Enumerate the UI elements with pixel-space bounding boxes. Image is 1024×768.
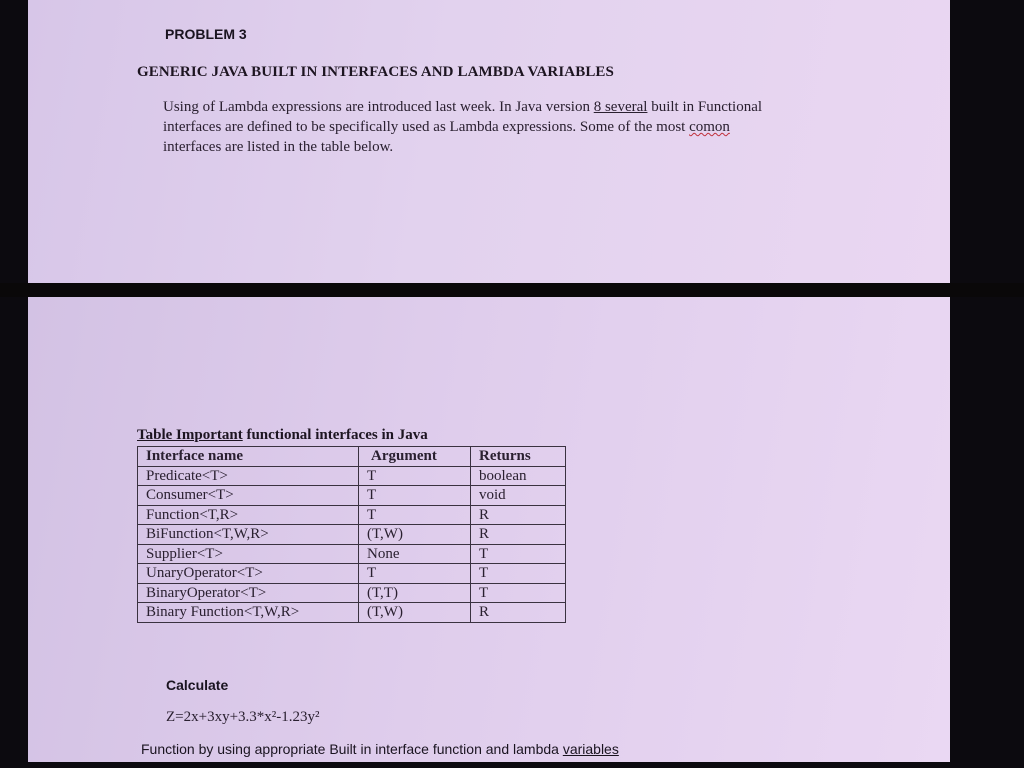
table-row xyxy=(138,544,566,564)
formula-text: Z=2x+3xy+3.3*x²-1.23y² xyxy=(166,709,320,725)
table-row xyxy=(138,505,566,525)
functional-interfaces-table xyxy=(137,446,566,623)
task-instruction: Function by using appropriate Built in interface function and lambda variables xyxy=(141,741,619,757)
interface-name-cell: Supplier<T> xyxy=(138,544,359,564)
interface-name-cell: Function<T,R> xyxy=(138,505,359,525)
header-argument: Argument xyxy=(359,447,471,467)
interface-name-cell: BinaryOperator<T> xyxy=(138,583,359,603)
table-header-row xyxy=(138,447,566,467)
argument-cell: T xyxy=(359,466,471,486)
problem-heading: PROBLEM 3 xyxy=(165,26,247,42)
intro-line-1: Using of Lambda expressions are introduced last week. In Java version 8 several built in Functional xyxy=(163,99,763,115)
argument-cell: T xyxy=(359,486,471,506)
table-row xyxy=(138,525,566,545)
returns-cell: void xyxy=(471,486,566,506)
intro-line-2: interfaces are defined to be specifically used as Lambda expressions. Some of the most comon xyxy=(163,119,730,135)
header-interface-name: Interface name xyxy=(138,447,359,467)
table-row xyxy=(138,486,566,506)
returns-cell: T xyxy=(471,583,566,603)
argument-cell: T xyxy=(359,564,471,584)
intro-paragraph xyxy=(163,97,762,157)
misspelled-word: comon xyxy=(689,119,730,135)
argument-cell: None xyxy=(359,544,471,564)
interface-name-cell: Predicate<T> xyxy=(138,466,359,486)
returns-cell: R xyxy=(471,525,566,545)
interface-name-cell: BiFunction<T,W,R> xyxy=(138,525,359,545)
returns-cell: R xyxy=(471,603,566,623)
monitor-bezel xyxy=(0,283,1024,297)
table-row xyxy=(138,564,566,584)
returns-cell: R xyxy=(471,505,566,525)
table-caption: Table Important functional interfaces in Java xyxy=(137,427,428,443)
calculate-label: Calculate xyxy=(166,677,229,693)
table-row xyxy=(138,466,566,486)
interface-name-cell: Consumer<T> xyxy=(138,486,359,506)
version-text: 8 several xyxy=(593,99,648,115)
returns-cell: T xyxy=(471,544,566,564)
argument-cell: (T,W) xyxy=(359,603,471,623)
returns-cell: boolean xyxy=(471,466,566,486)
argument-cell: T xyxy=(359,505,471,525)
intro-line-3: interfaces are listed in the table below. xyxy=(163,139,394,155)
interface-name-cell: Binary Function<T,W,R> xyxy=(138,603,359,623)
section-title: GENERIC JAVA BUILT IN INTERFACES AND LAMBDA VARIABLES xyxy=(137,64,614,80)
header-returns: Returns xyxy=(471,447,566,467)
table-row xyxy=(138,603,566,623)
argument-cell: (T,W) xyxy=(359,525,471,545)
returns-cell: T xyxy=(471,564,566,584)
argument-cell: (T,T) xyxy=(359,583,471,603)
table-row xyxy=(138,583,566,603)
interface-name-cell: UnaryOperator<T> xyxy=(138,564,359,584)
